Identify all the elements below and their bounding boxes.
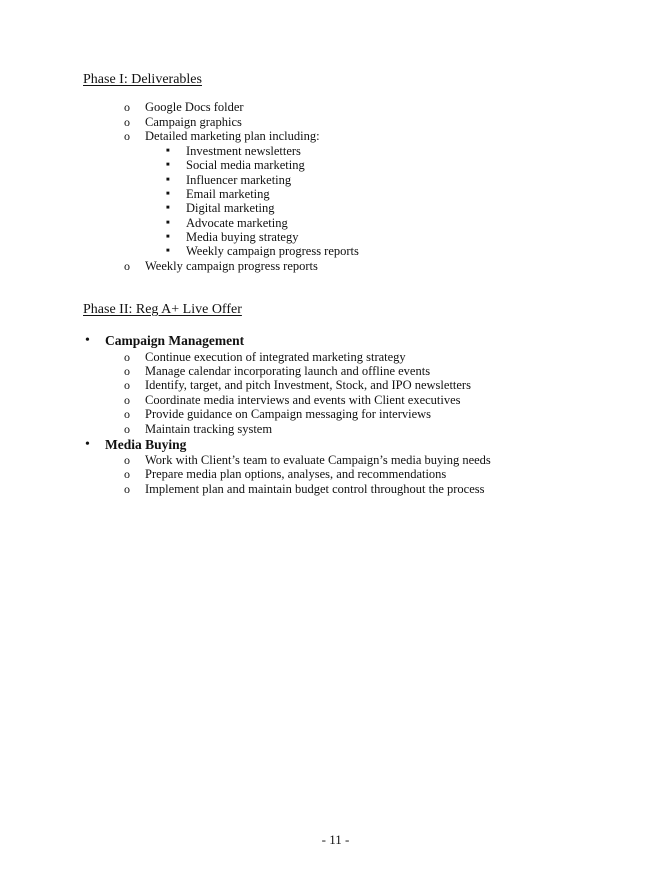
sub-list-item-text: Weekly campaign progress reports <box>186 244 359 258</box>
hollow-bullet-icon: o <box>124 115 130 129</box>
hollow-bullet-icon: o <box>124 100 130 114</box>
sub-list-item-text: Media buying strategy <box>186 230 299 244</box>
hollow-bullet-icon: o <box>124 378 130 392</box>
hollow-bullet-icon: o <box>124 453 130 467</box>
hollow-bullet-icon: o <box>124 129 130 143</box>
list-item-text: Identify, target, and pitch Investment, Stock, and IPO newsletters <box>145 378 471 392</box>
hollow-bullet-icon: o <box>124 364 130 378</box>
phase-1-heading: Phase I: Deliverables <box>83 72 202 87</box>
hollow-bullet-icon: o <box>124 482 130 496</box>
list-item-text: Weekly campaign progress reports <box>145 259 318 273</box>
list-item-text: Coordinate media interviews and events with Client executives <box>145 393 461 407</box>
hollow-bullet-icon: o <box>124 393 130 407</box>
sub-list-item-text: Investment newsletters <box>186 144 301 158</box>
square-bullet-icon: ■ <box>166 248 170 254</box>
list-item-text: Google Docs folder <box>145 100 244 114</box>
square-bullet-icon: ■ <box>166 234 170 240</box>
list-item-text: Detailed marketing plan including: <box>145 129 320 143</box>
bullet-icon: • <box>85 437 90 452</box>
hollow-bullet-icon: o <box>124 467 130 481</box>
section-title: Media Buying <box>105 437 187 452</box>
hollow-bullet-icon: o <box>124 259 130 273</box>
square-bullet-icon: ■ <box>166 191 170 197</box>
sub-list-item-text: Influencer marketing <box>186 173 292 187</box>
list-item-text: Prepare media plan options, analyses, and recommendations <box>145 467 447 481</box>
list-item-text: Manage calendar incorporating launch and offline events <box>145 364 431 378</box>
section-title: Campaign Management <box>105 333 245 348</box>
list-item-text: Continue execution of integrated marketing strategy <box>145 350 406 364</box>
square-bullet-icon: ■ <box>166 162 170 168</box>
hollow-bullet-icon: o <box>124 407 130 421</box>
bullet-icon: • <box>85 333 90 348</box>
square-bullet-icon: ■ <box>166 205 170 211</box>
hollow-bullet-icon: o <box>124 422 130 436</box>
list-item-text: Campaign graphics <box>145 115 242 129</box>
page-number: - 11 - <box>321 832 350 847</box>
list-item-text: Provide guidance on Campaign messaging for interviews <box>145 407 432 421</box>
list-item-text: Maintain tracking system <box>145 422 273 436</box>
square-bullet-icon: ■ <box>166 220 170 226</box>
list-item-text: Implement plan and maintain budget control throughout the process <box>145 482 485 496</box>
phase-2-heading: Phase II: Reg A+ Live Offer <box>83 302 242 317</box>
hollow-bullet-icon: o <box>124 350 130 364</box>
list-item-text: Work with Client’s team to evaluate Campaign’s media buying needs <box>145 453 491 467</box>
sub-list-item-text: Advocate marketing <box>186 216 288 230</box>
square-bullet-icon: ■ <box>166 148 170 154</box>
sub-list-item-text: Social media marketing <box>186 158 305 172</box>
sub-list-item-text: Email marketing <box>186 187 270 201</box>
square-bullet-icon: ■ <box>166 177 170 183</box>
sub-list-item-text: Digital marketing <box>186 201 275 215</box>
